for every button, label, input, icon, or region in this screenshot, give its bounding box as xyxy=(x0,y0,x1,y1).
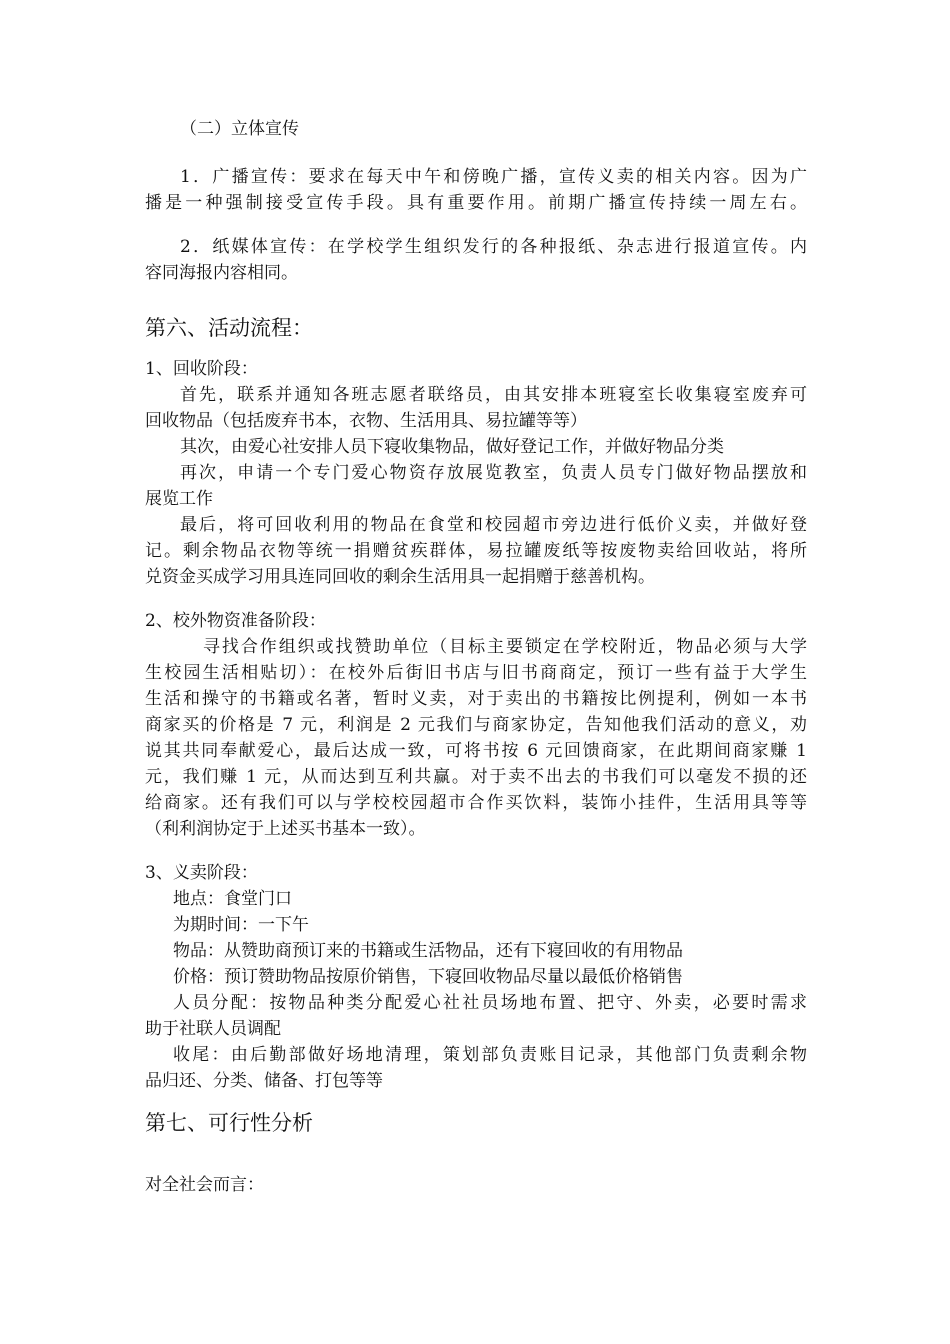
stage3-title: 3、义卖阶段： xyxy=(145,863,258,883)
stage1-line: 首先，联系并通知各班志愿者联络员，由其安排本班寝室长收集寝室废弃可 xyxy=(180,385,807,405)
heading-section-7: 第七、可行性分析 xyxy=(145,1111,313,1135)
stage2-line: 生校园生活相贴切）：在校外后街旧书店与旧书商商定，预订一些有益于大学生 xyxy=(145,663,807,683)
stage3-line: 为期时间：一下午 xyxy=(173,915,309,935)
stage2-line: 寻找合作组织或找赞助单位（目标主要锁定在学校附近，物品必须与大学 xyxy=(203,637,807,657)
stage1-line: 回收物品（包括废弃书本，衣物、生活用具、易拉罐等等） xyxy=(145,411,587,431)
stage1-line: 最后，将可回收利用的物品在食堂和校园超市旁边进行低价义卖，并做好登 xyxy=(180,515,807,535)
stage1-title: 1、回收阶段： xyxy=(145,359,258,379)
society-intro: 对全社会而言： xyxy=(145,1175,264,1195)
stage2-line: 商家买的价格是 7 元，利润是 2 元我们与商家协定，告知他我们活动的意义，劝 xyxy=(145,715,807,735)
paper-media-line-1: 2．纸媒体宣传：在学校学生组织发行的各种报纸、杂志进行报道宣传。内 xyxy=(180,237,807,257)
stage1-line: 展览工作 xyxy=(145,489,213,509)
stage2-line: （利利润协定于上述买书基本一致）。 xyxy=(145,819,426,839)
stage1-line: 记。剩余物品衣物等统一捐赠贫疾群体，易拉罐废纸等按废物卖给回收站，将所 xyxy=(145,541,807,561)
stage1-line: 再次，申请一个专门爱心物资存放展览教室，负责人员专门做好物品摆放和 xyxy=(180,463,807,483)
stage2-line: 生活和操守的书籍或名著，暂时义卖，对于卖出的书籍按比例提利，例如一本书 xyxy=(145,689,807,709)
stage3-line: 助于社联人员调配 xyxy=(145,1019,281,1039)
stage2-line: 元，我们赚 1 元，从而达到互利共赢。对于卖不出去的书我们可以毫发不损的还 xyxy=(145,767,807,787)
stage1-line: 其次，由爱心社安排人员下寝收集物品，做好登记工作，并做好物品分类 xyxy=(180,437,724,457)
stage2-title: 2、校外物资准备阶段： xyxy=(145,611,326,631)
stage2-line: 说其共同奉献爱心，最后达成一致，可将书按 6 元回馈商家，在此期间商家赚 1 xyxy=(145,741,807,761)
stage3-line: 地点：食堂门口 xyxy=(173,889,292,909)
subsection-title: （二）立体宣传 xyxy=(180,119,299,139)
stage2-line: 给商家。还有我们可以与学校校园超市合作买饮料，装饰小挂件，生活用具等等 xyxy=(145,793,807,813)
stage3-line: 收尾：由后勤部做好场地清理，策划部负责账目记录，其他部门负责剩余物 xyxy=(173,1045,807,1065)
stage3-line: 价格：预订赞助物品按原价销售，下寝回收物品尽量以最低价格销售 xyxy=(173,967,683,987)
stage3-line: 品归还、分类、储备、打包等等 xyxy=(145,1071,383,1091)
broadcast-line-1: 1．广播宣传：要求在每天中午和傍晚广播，宣传义卖的相关内容。因为广 xyxy=(180,167,807,187)
broadcast-line-2: 播是一种强制接受宣传手段。具有重要作用。前期广播宣传持续一周左右。 xyxy=(145,193,807,213)
stage1-line: 兑资金买成学习用具连同回收的剩余生活用具一起捐赠于慈善机构。 xyxy=(145,567,655,587)
stage3-line: 人员分配：按物品种类分配爱心社社员场地布置、把守、外卖，必要时需求 xyxy=(173,993,807,1013)
paper-media-line-2: 容同海报内容相同。 xyxy=(145,263,298,283)
heading-section-6: 第六、活动流程： xyxy=(145,316,313,340)
stage3-line: 物品：从赞助商预订来的书籍或生活物品，还有下寝回收的有用物品 xyxy=(173,941,683,961)
